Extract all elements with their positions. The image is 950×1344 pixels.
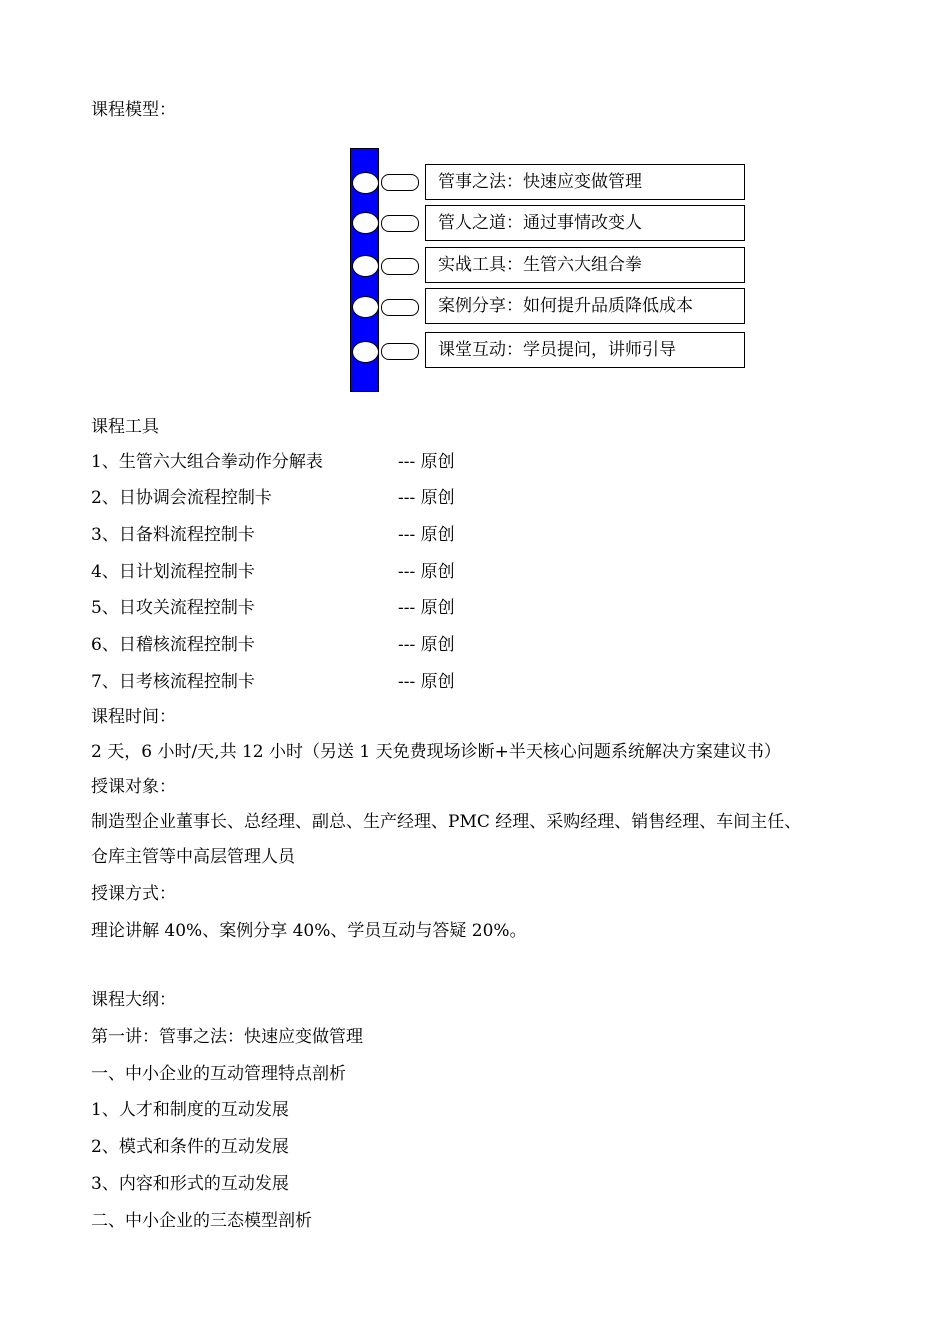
diagram-node-circle	[352, 341, 379, 363]
diagram-connector-pill	[381, 174, 419, 191]
time-text: 2 天，6 小时/天,共 12 小时（另送 1 天免费现场诊断+半天核心问题系统解决方案建议书）	[91, 742, 781, 762]
tool-tag: --- 原创	[398, 452, 455, 472]
diagram-connector-pill	[381, 258, 419, 275]
outline-line: 3、内容和形式的互动发展	[91, 1174, 289, 1194]
audience-text-line1: 制造型企业董事长、总经理、副总、生产经理、PMC 经理、采购经理、销售经理、车间主任、	[91, 812, 802, 832]
outline-heading: 课程大纲：	[91, 990, 176, 1010]
outline-line: 一、中小企业的互动管理特点剖析	[91, 1064, 346, 1084]
diagram-node-circle	[352, 255, 379, 277]
diagram-connector-pill	[381, 343, 419, 360]
tool-name: 1、生管六大组合拳动作分解表	[91, 452, 323, 472]
course-model-heading: 课程模型：	[91, 100, 176, 120]
tool-tag: --- 原创	[398, 488, 455, 508]
diagram-connector-pill	[381, 215, 419, 232]
time-heading: 课程时间：	[91, 707, 176, 727]
method-heading: 授课方式：	[91, 884, 176, 904]
audience-text-line2: 仓库主管等中高层管理人员	[91, 847, 295, 867]
diagram-connector-pill	[381, 299, 419, 316]
diagram-item-box: 管事之法：快速应变做管理	[425, 164, 745, 200]
diagram-node-circle	[352, 212, 379, 234]
tool-name: 4、日计划流程控制卡	[91, 562, 255, 582]
method-text: 理论讲解 40%、案例分享 40%、学员互动与答疑 20%。	[91, 921, 527, 941]
outline-line: 2、模式和条件的互动发展	[91, 1137, 289, 1157]
outline-line: 1、人才和制度的互动发展	[91, 1100, 289, 1120]
outline-line: 二、中小企业的三态模型剖析	[91, 1211, 312, 1231]
tool-name: 2、日协调会流程控制卡	[91, 488, 272, 508]
outline-line: 第一讲：管事之法：快速应变做管理	[91, 1027, 363, 1047]
tool-tag: --- 原创	[398, 525, 455, 545]
tool-tag: --- 原创	[398, 598, 455, 618]
diagram-item-box: 课堂互动：学员提问，讲师引导	[425, 332, 745, 368]
diagram-item-box: 案例分享：如何提升品质降低成本	[425, 288, 745, 324]
tool-tag: --- 原创	[398, 672, 455, 692]
tool-tag: --- 原创	[398, 562, 455, 582]
audience-heading: 授课对象：	[91, 777, 176, 797]
tool-tag: --- 原创	[398, 635, 455, 655]
tools-heading: 课程工具	[91, 417, 159, 437]
diagram-item-box: 管人之道：通过事情改变人	[425, 205, 745, 241]
diagram-node-circle	[352, 172, 379, 194]
diagram-node-circle	[352, 296, 379, 318]
tool-name: 6、日稽核流程控制卡	[91, 635, 255, 655]
tool-name: 3、日备料流程控制卡	[91, 525, 255, 545]
diagram-item-box: 实战工具：生管六大组合拳	[425, 247, 745, 283]
tool-name: 5、日攻关流程控制卡	[91, 598, 255, 618]
tool-name: 7、日考核流程控制卡	[91, 672, 255, 692]
